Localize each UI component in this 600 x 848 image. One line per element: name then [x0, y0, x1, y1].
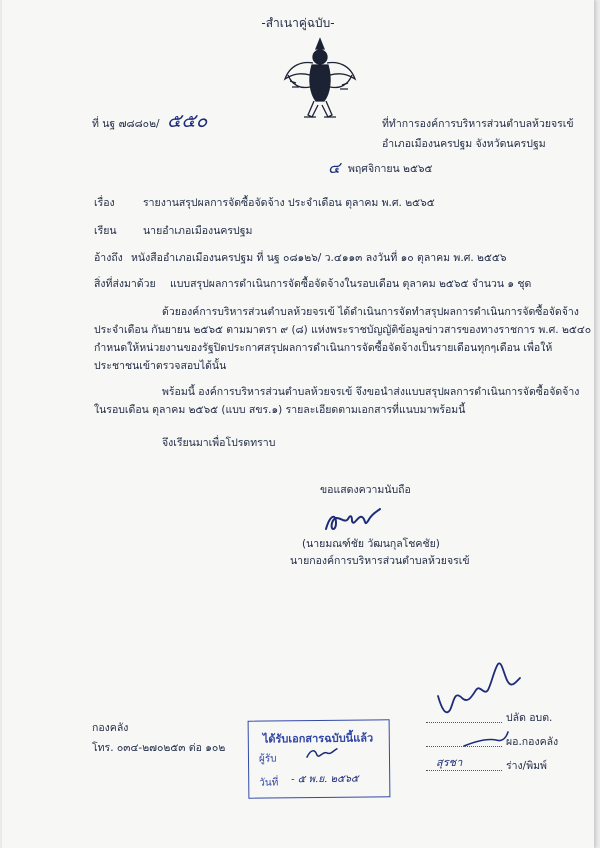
letter-page	[2, 0, 594, 848]
closing-line: จึงเรียนมาเพื่อโปรดทราบ	[162, 437, 276, 449]
garuda-emblem	[282, 35, 358, 127]
stamp-date-value: - ๕ พ.ย. ๒๕๖๕	[291, 773, 359, 786]
stamp-receiver-label: ผู้รับ	[258, 753, 277, 765]
reference-text: หนังสืออำเภอเมืองนครปฐม ที่ นฐ ๐๘๑๒๖/ ว.๔๑๑๓ ลงวันที่ ๑๐ ตุลาคม พ.ศ. ๒๕๕๖	[131, 252, 507, 264]
subject-text: รายงานสรุปผลการจัดซื้อจัดจ้าง ประจำเดือน ตุลาคม พ.ศ. ๒๕๖๕	[143, 197, 435, 209]
initial-label-finance-director: ผอ.กองคลัง	[506, 736, 559, 748]
office-address-line1: ที่ทำการองค์การบริหารส่วนตำบลห้วยจรเข้	[382, 118, 574, 130]
body-paragraph-1-line-1: ด้วยองค์การบริหารส่วนตำบลห้วยจรเข้ ได้ดำเนินการจัดทำสรุปผลการดำเนินการจัดซื้อจัดจ้าง	[162, 306, 579, 318]
contact-phone: โทร. ๐๓๔-๒๗๐๒๕๓ ต่อ ๑๐๒	[92, 742, 226, 754]
initial-label-chief: ปลัด อบต.	[506, 712, 553, 724]
signatory-name: (นายมณฑ์ชัย วัฒนกุลโชคชัย)	[302, 538, 440, 550]
enclosure-text: แบบสรุปผลการดำเนินการจัดซื้อจัดจ้างในรอบเดือน ตุลาคม ๒๕๖๕ จำนวน ๑ ชุด	[170, 278, 532, 290]
initial-line-2	[426, 746, 502, 747]
body-paragraph-1-line-4: ประชาชนเข้าตรวจสอบได้นั้น	[94, 360, 227, 372]
drafter-initials: สุรชา	[436, 756, 463, 769]
reference-number: ที่ นฐ ๗๘๘๐๒/	[92, 118, 160, 130]
stamp-title: ได้รับเอกสารฉบับนี้แล้ว	[262, 731, 374, 746]
reference-label: อ้างถึง	[94, 252, 123, 264]
subject-label: เรื่อง	[94, 197, 115, 209]
initial-scribble-upper	[432, 660, 532, 720]
initial-label-drafter: ร่าง/พิมพ์	[506, 760, 547, 772]
body-paragraph-1-line-2: ประจำเดือน กันยายน ๒๕๖๕ ตามมาตรา ๙ (๘) แห่งพระราชบัญญัติข้อมูลข่าวสารของทางราชการ พ.ศ. ๒๕๔๐	[94, 324, 592, 336]
initial-line-1	[426, 722, 502, 723]
initial-line-3	[426, 770, 502, 771]
department-name: กองคลัง	[92, 722, 129, 734]
to-label: เรียน	[94, 225, 117, 237]
body-paragraph-2-line-1: พร้อมนี้ องค์การบริหารส่วนตำบลห้วยจรเข้ จึงขอนำส่งแบบสรุปผลการดำเนินการจัดซื้อจัดจ้าง	[162, 386, 580, 398]
body-paragraph-1-line-3: กำหนดให้หน่วยงานของรัฐปิดประกาศสรุปผลการดำเนินการจัดซื้อจัดจ้างเป็นรายเดือนทุกๆเดือน เพื่อให้	[94, 342, 553, 354]
to-text: นายอำเภอเมืองนครปฐม	[143, 225, 253, 237]
received-stamp	[248, 719, 391, 798]
copy-mark: -สำเนาคู่ฉบับ-	[261, 16, 335, 30]
signatory-title: นายกองค์การบริหารส่วนตำบลห้วยจรเข้	[290, 555, 470, 567]
date-day-handwritten: ๔	[328, 158, 341, 177]
reference-number-handwritten: ๕๕๐	[167, 110, 208, 132]
regards-line: ขอแสดงความนับถือ	[320, 484, 411, 496]
office-address-line2: อำเภอเมืองนครปฐม จังหวัดนครปฐม	[382, 138, 546, 150]
enclosure-label: สิ่งที่ส่งมาด้วย	[94, 278, 156, 290]
letter-date: พฤศจิกายน ๒๕๖๕	[348, 163, 433, 175]
body-paragraph-2-line-2: ในรอบเดือน ตุลาคม ๒๕๖๕ (แบบ สขร.๑) รายละเอียดตามเอกสารที่แนบมาพร้อมนี้	[94, 404, 466, 416]
stamp-date-label: วันที่	[259, 777, 279, 789]
stamp-receiver-signature	[305, 745, 341, 761]
signature-mark	[322, 505, 384, 539]
